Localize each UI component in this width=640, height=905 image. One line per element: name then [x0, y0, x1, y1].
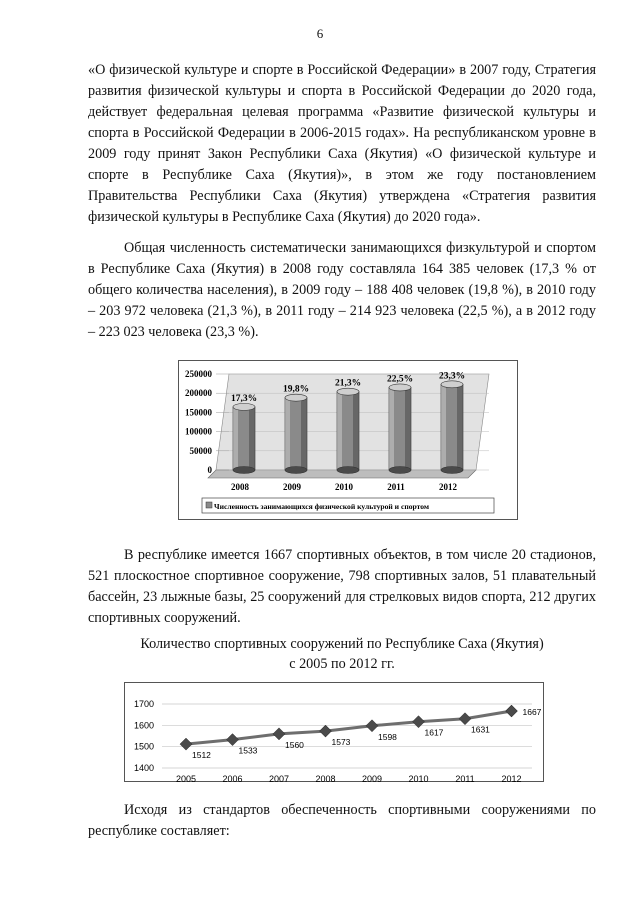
page-number: 6	[316, 26, 324, 41]
bar-top	[389, 384, 411, 391]
bar-highlight	[233, 407, 238, 470]
y-tick-label: 1400	[133, 763, 154, 773]
y-tick-label: 250000	[185, 369, 212, 379]
data-label: 23,3%	[438, 371, 466, 382]
bar-shade	[405, 387, 411, 470]
line-chart	[124, 682, 544, 782]
data-label: 19,8%	[282, 384, 310, 395]
bar-top	[441, 381, 463, 388]
bar-2008	[233, 403, 255, 473]
data-label: 1631	[471, 724, 490, 735]
bar-highlight	[285, 398, 290, 470]
data-label: 1573	[331, 737, 351, 748]
data-label: 1560	[285, 739, 304, 750]
paragraph-laws: «О физической культуре и спорте в Российской Федерации» в 2007 году, Стратегия развития физической культуры и спорта в Российской Федерации до 2020 года, действует федеральная целевая программа «Развитие физической культуры и спорта в Российской Федерации в 2006-2015 годах». На республиканском уровне в 2009 году принят Закон Республики Саха (Якутия) «О физической культуре и спорте в Республике Саха (Якутия)», в этом же году постановлением Правительства Республики Саха (Якутия) утверждена «Стратегия развития физической культуры в Республике Саха (Якутия) до 2020 года».	[88, 62, 596, 225]
legend-swatch	[206, 502, 212, 508]
chart2-title-line2: с 2005 по 2012 гг.	[289, 656, 395, 672]
data-label: 17,3%	[230, 393, 258, 404]
y-tick-label: 50000	[189, 445, 212, 456]
y-tick-label: 100000	[185, 426, 212, 437]
x-tick-label: 2009	[283, 482, 301, 492]
x-tick-label: 2012	[439, 482, 457, 492]
y-tick-label: 1600	[133, 720, 154, 731]
bar-2009	[285, 394, 307, 473]
bar-base	[337, 467, 359, 474]
data-label: 1598	[378, 731, 397, 742]
x-tick-label: 2008	[231, 482, 249, 492]
data-label: 22,5%	[386, 374, 414, 385]
bar-shade	[353, 392, 359, 470]
data-label: 1617	[424, 727, 444, 738]
data-label: 21,3%	[334, 378, 362, 389]
data-label: 1533	[238, 745, 258, 756]
x-tick-label: 2007	[268, 774, 290, 782]
bar-2012	[441, 381, 463, 474]
bar-2011	[389, 384, 411, 474]
bar-highlight	[441, 384, 446, 470]
bar-shade	[457, 384, 463, 470]
paragraph-facilities: В республике имеется 1667 спортивных объектов, в том числе 20 стадионов, 521 плоскостное спортивное сооружение, 798 спортивных залов, 51 плавательный бассейн, 23 лыжные базы, 25 сооружений для стрелковых видов спорта, 212 других спортивных сооружений.	[88, 547, 596, 626]
data-label: 1667	[522, 707, 542, 718]
x-tick-label: 2005	[175, 774, 197, 782]
x-tick-label: 2010	[408, 774, 429, 782]
bar-base	[233, 467, 255, 474]
bar-top	[233, 403, 255, 410]
bar-top	[337, 388, 359, 395]
x-tick-label: 2011	[455, 774, 475, 782]
bar-chart	[178, 360, 518, 520]
y-tick-label: 150000	[185, 407, 212, 418]
legend-text: Численность занимающихся физической культурой и спортом	[214, 502, 430, 511]
chart2-title	[88, 634, 596, 674]
x-tick-label: 2012	[501, 774, 522, 782]
paragraph-standards: Исходя из стандартов обеспеченность спортивными сооружениями по республике составляет:	[88, 802, 596, 839]
bar-2010	[337, 388, 359, 473]
bar-shade	[301, 398, 307, 470]
chart2-title-line1: Количество спортивных сооружений по Республике Саха (Якутия)	[140, 636, 544, 652]
x-tick-label: 2009	[361, 774, 383, 782]
bar-base	[389, 467, 411, 474]
bar-shade	[249, 407, 255, 470]
bar-base	[285, 467, 307, 474]
y-tick-label: 200000	[185, 388, 212, 399]
y-tick-label: 1700	[133, 699, 154, 709]
x-tick-label: 2006	[222, 774, 243, 782]
x-tick-label: 2008	[315, 774, 336, 782]
paragraph-statistics: Общая численность систематически занимающихся физкультурой и спортом в Республике Саха (Якутия) в 2008 году составляла 164 385 человек (17,3 % от общего количества населения), в 2009 году – 188 408 человек (19,8 %), в 2010 году – 203 972 человека (21,3 %), в 2011 году – 214 923 человека (22,5 %), а в 2012 году – 223 023 человека (23,3 %).	[88, 240, 596, 340]
bar-top	[285, 394, 307, 401]
x-tick-label: 2010	[335, 482, 353, 492]
x-tick-label: 2011	[387, 482, 405, 492]
bar-highlight	[389, 387, 394, 470]
y-tick-label: 1500	[133, 741, 154, 752]
bar-base	[441, 467, 463, 474]
y-tick-label: 0	[207, 465, 212, 475]
data-label: 1512	[192, 750, 211, 761]
bar-highlight	[337, 392, 342, 470]
